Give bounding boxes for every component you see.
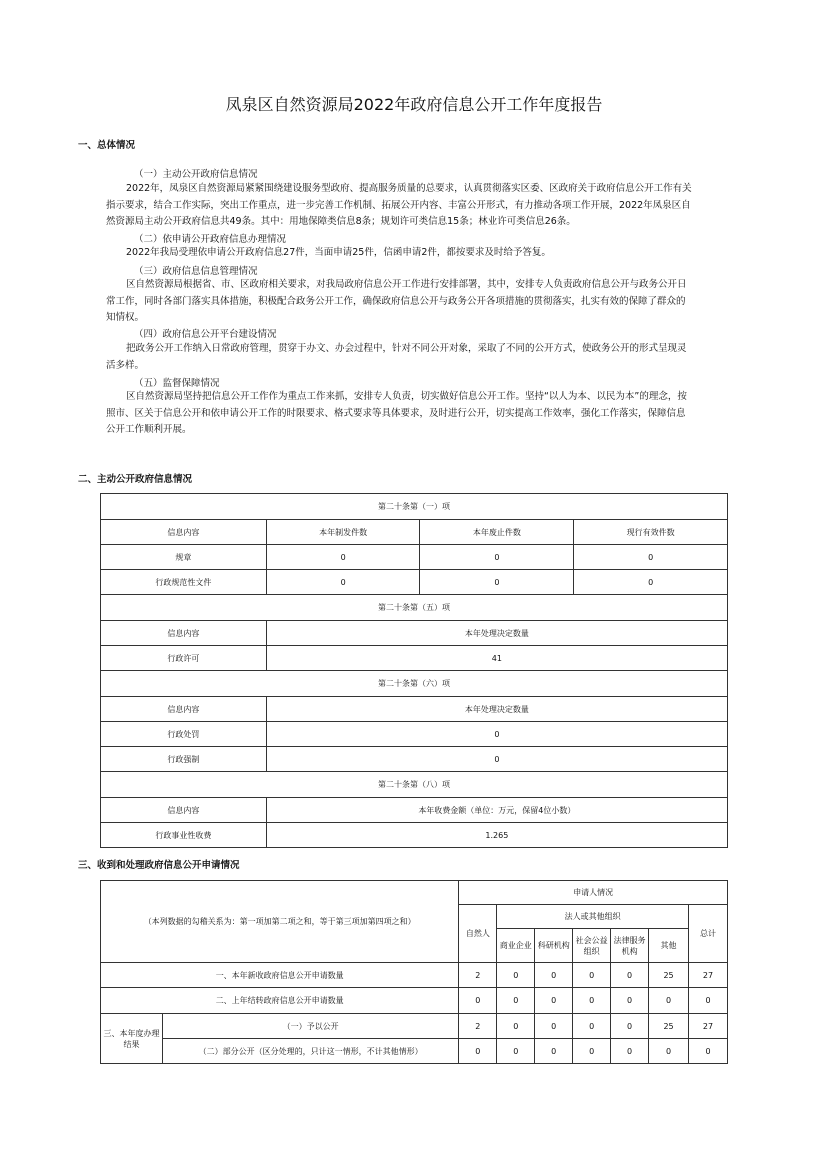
subheading-2: （二）依申请公开政府信息办理情况 [134, 234, 287, 245]
table-row [101, 494, 728, 520]
table-cell: 0 [573, 963, 611, 988]
column-header: 法律服务 机构 [611, 929, 649, 963]
article-header: 第二十条第（八）项 [101, 772, 728, 798]
table-cell: 0 [611, 1039, 649, 1064]
column-header: 社会公益 组织 [573, 929, 611, 963]
column-header: 信息内容 [101, 621, 267, 646]
table-cell: 0 [497, 1014, 535, 1039]
table-row [101, 772, 728, 798]
table-row [101, 646, 728, 671]
column-header: 申请人情况 [459, 881, 728, 905]
table-cell: 0 [266, 545, 420, 570]
table-cell: 0 [573, 1039, 611, 1064]
column-header: 本年制发件数 [266, 520, 420, 545]
table-cell: 0 [574, 570, 728, 595]
row-label: 行政规范性文件 [101, 570, 267, 595]
table-row [101, 747, 728, 772]
table-cell: 41 [266, 646, 727, 671]
column-header: 信息内容 [101, 798, 267, 823]
column-header: 本年处理决定数量 [266, 621, 727, 646]
column-header: 科研机构 [535, 929, 573, 963]
subheading-4: （四）政府信息公开平台建设情况 [134, 329, 277, 340]
subheading-3: （三）政府信息信息管理情况 [134, 266, 258, 277]
paragraph-1: 2022年，凤泉区自然资源局紧紧围绕建设服务型政府、提高服务质量的总要求，认真贯彻落实区委、区政府关于政府信息公开工作有关 指示要求，结合工作实际，突出工作重点，进一步完善工作机制、拓展公开内容、丰富公开形式，有力推动各项工作开展，2022年凤泉区自 然资源局主动公开政府信息共49条。其中：用地保障类信息8条；规划许可类信息15条；林业许可类信息26条。 [106, 183, 692, 227]
row-label: 一、本年新收政府信息公开申请数量 [101, 963, 459, 988]
table-row [101, 988, 728, 1014]
table-cell: 0 [573, 988, 611, 1014]
column-header: 自然人 [459, 905, 497, 963]
row-label: 行政强制 [101, 747, 267, 772]
row-label: （二）部分公开（区分处理的，只计这一情形，不计其他情形） [162, 1039, 458, 1064]
table-row [101, 881, 728, 905]
table-cell: 0 [266, 570, 420, 595]
table-cell: 0 [535, 988, 573, 1014]
section2-heading: 二、主动公开政府信息情况 [78, 474, 193, 485]
table-cell: 27 [689, 963, 728, 988]
proactive-disclosure-table [100, 493, 728, 848]
column-header: 本年处理决定数量 [266, 697, 727, 722]
table-cell: 0 [459, 988, 497, 1014]
table-row [101, 1039, 728, 1064]
article-header: 第二十条第（五）项 [101, 595, 728, 621]
column-header: 信息内容 [101, 697, 267, 722]
column-header: 法人或其他组织 [497, 905, 689, 929]
paragraph-2: 2022年我局受理依申请公开政府信息27件，当面申请25件，信函申请2件，都按要求及时给予答复。 [126, 247, 551, 258]
table-row [101, 722, 728, 747]
table-cell: 0 [573, 1014, 611, 1039]
table-row [101, 520, 728, 545]
column-header: 总计 [689, 905, 728, 963]
table-row [101, 823, 728, 848]
table-cell: 0 [649, 988, 689, 1014]
table-row [101, 621, 728, 646]
group-label: 三、本年度办理 结果 [101, 1014, 163, 1064]
table-row [101, 570, 728, 595]
table-cell: 0 [535, 1039, 573, 1064]
table-cell: 0 [266, 722, 727, 747]
table-cell: 0 [574, 545, 728, 570]
section3-heading: 三、收到和处理政府信息公开申请情况 [78, 860, 240, 871]
table-cell: 0 [611, 1014, 649, 1039]
table-cell: 0 [497, 1039, 535, 1064]
table-cell: 1.265 [266, 823, 727, 848]
subheading-5: （五）监督保障情况 [134, 378, 220, 389]
article-header: 第二十条第（一）项 [101, 494, 728, 520]
table-cell: 0 [497, 988, 535, 1014]
section1-heading: 一、总体情况 [78, 140, 136, 151]
table-cell: 0 [611, 963, 649, 988]
table-cell: 25 [649, 1014, 689, 1039]
row-label: （一）予以公开 [162, 1014, 458, 1039]
page-title: 凤泉区自然资源局2022年政府信息公开工作年度报告 [225, 95, 603, 114]
row-label: 行政许可 [101, 646, 267, 671]
column-header: 商业企业 [497, 929, 535, 963]
column-header: 现行有效件数 [574, 520, 728, 545]
column-header: 其他 [649, 929, 689, 963]
table-cell: 0 [689, 988, 728, 1014]
column-header: 本年收费金额（单位：万元，保留4位小数） [266, 798, 727, 823]
paragraph-4: 把政务公开工作纳入日常政府管理，贯穿于办文、办会过程中，针对不同公开对象，采取了不同的公开方式，使政务公开的形式呈现灵 活多样。 [106, 343, 687, 371]
table-cell: 0 [649, 1039, 689, 1064]
table-cell: 2 [459, 963, 497, 988]
table-cell: 0 [535, 1014, 573, 1039]
table-cell: 0 [266, 747, 727, 772]
row-label: 规章 [101, 545, 267, 570]
column-header: 信息内容 [101, 520, 267, 545]
table-cell: 0 [420, 545, 574, 570]
row-label: 行政处罚 [101, 722, 267, 747]
table-cell: 2 [459, 1014, 497, 1039]
table-cell: 25 [649, 963, 689, 988]
table-row [101, 963, 728, 988]
paragraph-5: 区自然资源局坚持把信息公开工作作为重点工作来抓，安排专人负责，切实做好信息公开工作。坚持“以人为本、以民为本”的理念，按 照市、区关于信息公开和依申请公开工作的时限要求、格式要求等具体要求，及时进行公开，切实提高工作效率，强化工作落实，保障信息 公开工作顺利开展。 [106, 391, 687, 435]
table-cell: 0 [420, 570, 574, 595]
subheading-1: （一）主动公开政府信息情况 [134, 169, 258, 180]
table-cell: 0 [611, 988, 649, 1014]
table-row [101, 671, 728, 697]
table-row [101, 1014, 728, 1039]
table-row [101, 545, 728, 570]
article-header: 第二十条第（六）项 [101, 671, 728, 697]
table-cell: 0 [459, 1039, 497, 1064]
table-cell: 27 [689, 1014, 728, 1039]
application-handling-table [100, 880, 728, 1064]
row-label: 行政事业性收费 [101, 823, 267, 848]
table-note: （本列数据的勾稽关系为：第一项加第二项之和，等于第三项加第四项之和） [101, 881, 459, 963]
table-cell: 0 [497, 963, 535, 988]
table-row [101, 595, 728, 621]
table-row [101, 697, 728, 722]
table-cell: 0 [689, 1039, 728, 1064]
paragraph-3: 区自然资源局根据省、市、区政府相关要求，对我局政府信息公开工作进行安排部署，其中，安排专人负责政府信息公开与政务公开日 常工作，同时各部门落实具体措施，积极配合政务公开工作，确保政府信息公开与政务公开各项措施的贯彻落实，扎实有效的保障了群众的 知情权。 [106, 279, 687, 323]
column-header: 本年废止件数 [420, 520, 574, 545]
row-label: 二、上年结转政府信息公开申请数量 [101, 988, 459, 1014]
table-cell: 0 [535, 963, 573, 988]
table-row [101, 798, 728, 823]
